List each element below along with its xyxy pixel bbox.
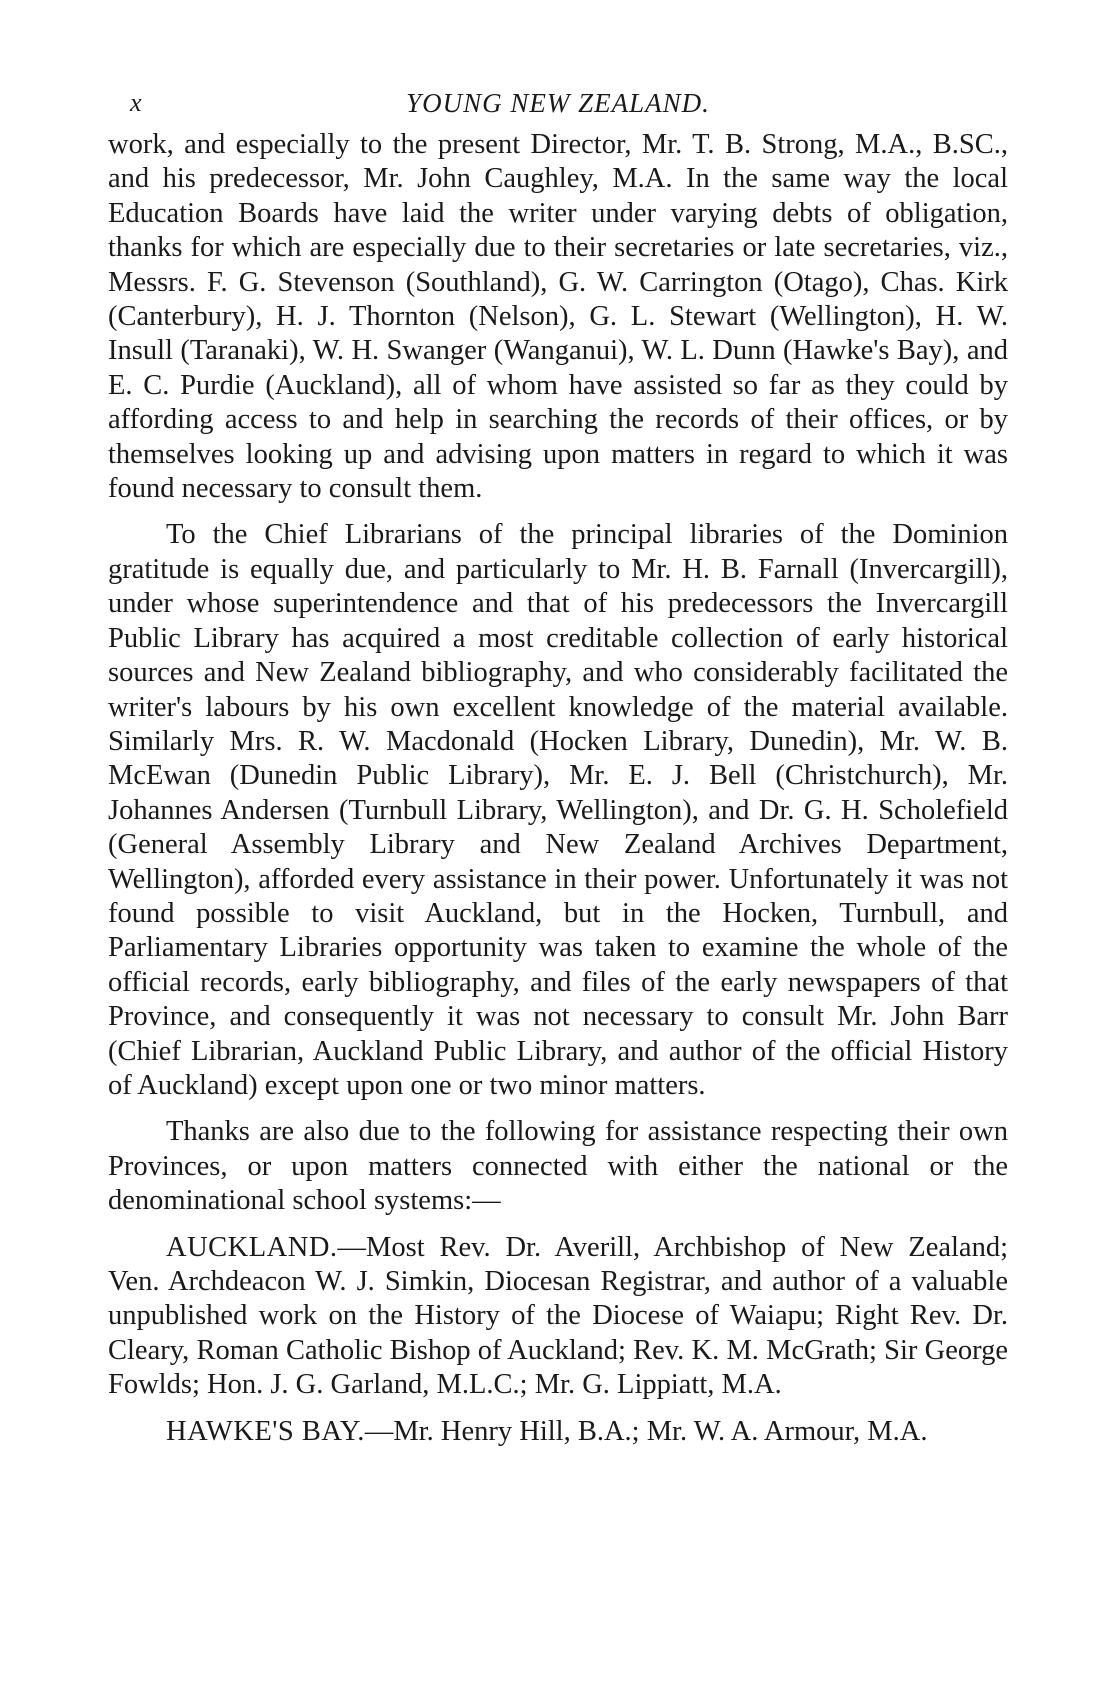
paragraph-librarians: To the Chief Librarians of the principal libraries of the Dominion gratitude is equally due, and particularly to Mr. H. B. Farnall (Invercargill), under whose superintendence and that of his predecessors the Invercargill Public Library has acquired a most creditable collection of early historical sources and New Zealand bibliography, and who considerably facilitated the writer's labours by his own excellent knowledge of the material available. Similarly Mrs. R. W. Macdonald (Hocken Library, Dunedin), Mr. W. B. McEwan (Dunedin Public Library), Mr. E. J. Bell (Christchurch), Mr. Johannes Andersen (Turnbull Library, Wellington), and Dr. G. H. Scholefield (General Assembly Library and New Zealand Archives Department, Wellington), afforded every assistance in their power. Unfortunately it was not found possible to visit Auckland, but in the Hocken, Turnbull, and Parliamentary Libraries opportunity was taken to examine the whole of the official records, early bibliography, and files of the early newspapers of that Province, and consequently it was not necessary to consult Mr. John Barr (Chief Librarian, Auckland Public Library, and author of the official History of Auckland) except upon one or two minor matters. (108, 519, 1008, 1101)
province-heading-auckland: AUCKLAND. (166, 1231, 338, 1263)
paragraph-auckland (108, 1231, 1008, 1403)
body-text (108, 128, 1008, 1449)
page-number: x (130, 88, 142, 117)
page-header (108, 88, 1008, 128)
paragraph-hawkes-bay (108, 1415, 1008, 1449)
page (108, 88, 1008, 1461)
auckland-names: —Most Rev. Dr. Averill, Archbishop of New Zealand; Ven. Archdeacon W. J. Simkin, Diocesan Registrar, and author of a valuable unpublished work on the History of the Diocese of Waiapu; Right Rev. Dr. Cleary, Roman Catholic Bishop of Auckland; Rev. K. M. McGrath; Sir George Fowlds; Hon. J. G. Garland, M.L.C.; Mr. G. Lippiatt, M.A. (108, 1231, 1008, 1401)
province-heading-hawkes-bay: HAWKE'S BAY. (166, 1415, 365, 1447)
paragraph-thanks: Thanks are also due to the following for assistance respecting their own Provinces, or upon matters connected with either the national or the denominational school systems:— (108, 1116, 1008, 1217)
paragraph-continuation: work, and especially to the present Director, Mr. T. B. Strong, M.A., B.SC., and his predecessor, Mr. John Caughley, M.A. In the same way the local Education Boards have laid the writer under varying debts of obligation, thanks for which are especially due to their secretaries or late secretaries, viz., Messrs. F. G. Stevenson (Southland), G. W. Carrington (Otago), Chas. Kirk (Canterbury), H. J. Thornton (Nelson), G. L. Stewart (Wellington), H. W. Insull (Taranaki), W. H. Swanger (Wanganui), W. L. Dunn (Hawke's Bay), and E. C. Purdie (Auckland), all of whom have assisted so far as they could by affording access to and help in searching the records of their offices, or by themselves looking up and advising upon matters in regard to which it was found necessary to consult them. (108, 129, 1008, 505)
hawkes-bay-names: —Mr. Henry Hill, B.A.; Mr. W. A. Armour, M.A. (364, 1415, 928, 1447)
running-title: YOUNG NEW ZEALAND. (406, 88, 710, 118)
